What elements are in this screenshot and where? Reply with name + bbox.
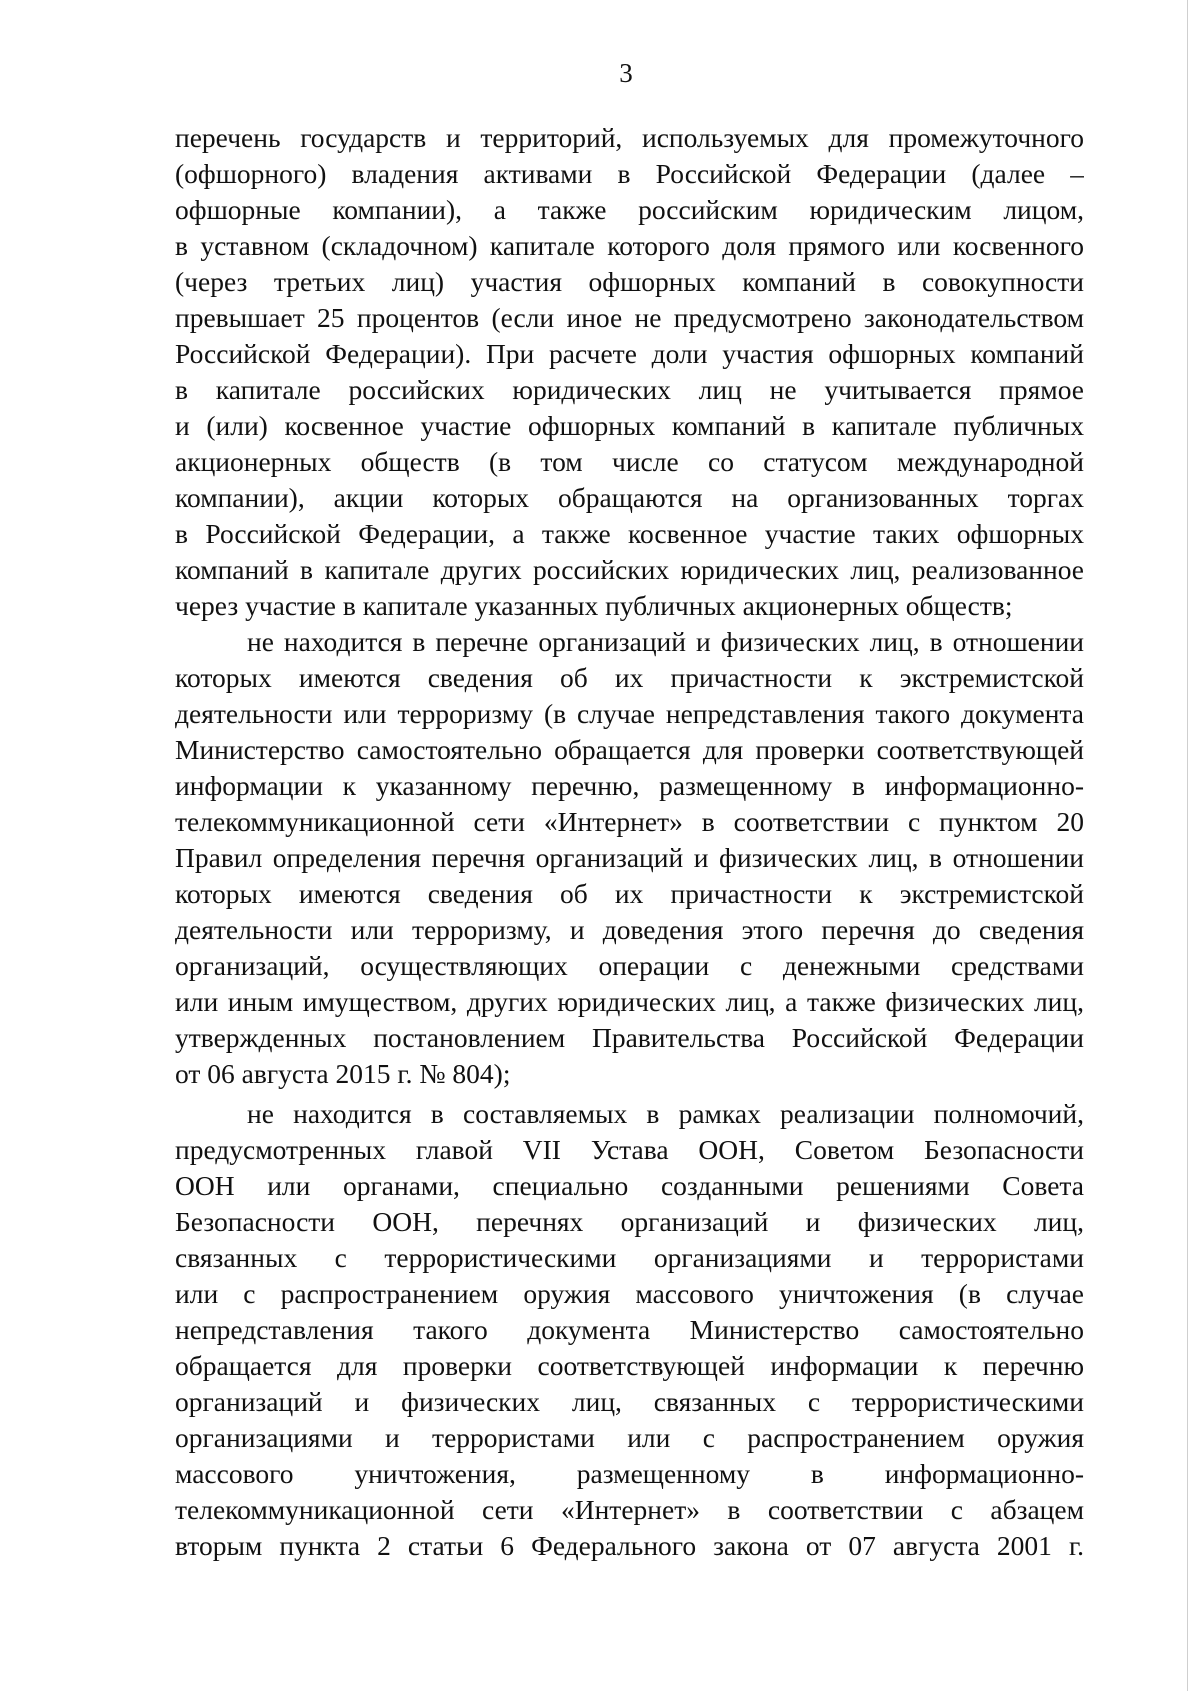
text-line-8: в капитале российских юридических лиц не учитывается прямое (175, 374, 1084, 405)
text-line-9: и (или) косвенное участие офшорных компаний в капитале публичных (175, 410, 1084, 441)
text-line-31: Безопасности ООН, перечнях организаций и физических лиц, (175, 1206, 1084, 1237)
text-line-7: Российской Федерации). При расчете доли участия офшорных компаний (175, 338, 1084, 369)
text-line-26: утвержденных постановлением Правительства Российской Федерации (175, 1022, 1084, 1053)
text-line-16: которых имеются сведения об их причастности к экстремистской (175, 662, 1084, 693)
text-line-1: перечень государств и территорий, используемых для промежуточного (175, 122, 1084, 153)
text-line-35: обращается для проверки соответствующей информации к перечню (175, 1350, 1084, 1381)
text-line-19: информации к указанному перечню, размещенному в информационно- (175, 770, 1084, 801)
text-line-22: которых имеются сведения об их причастности к экстремистской (175, 878, 1084, 909)
text-line-39: телекоммуникационной сети «Интернет» в соответствии с абзацем (175, 1494, 1084, 1525)
text-line-33: или с распространением оружия массового уничтожения (в случае (175, 1278, 1084, 1309)
text-line-5: (через третьих лиц) участия офшорных компаний в совокупности (175, 266, 1084, 297)
text-line-37: организациями и террористами или с распространением оружия (175, 1422, 1084, 1453)
text-line-38: массового уничтожения, размещенному в информационно- (175, 1458, 1084, 1489)
text-line-23: деятельности или терроризму, и доведения этого перечня до сведения (175, 914, 1084, 945)
page-edge-divider (1187, 0, 1188, 1691)
text-line-30: ООН или органами, специально созданными решениями Совета (175, 1170, 1084, 1201)
text-line-40: вторым пункта 2 статьи 6 Федерального закона от 07 августа 2001 г. (175, 1530, 1084, 1561)
text-line-20: телекоммуникационной сети «Интернет» в соответствии с пунктом 20 (175, 806, 1084, 837)
text-line-4: в уставном (складочном) капитале которого доля прямого или косвенного (175, 230, 1084, 261)
text-line-2: (офшорного) владения активами в Российской Федерации (далее – (175, 158, 1084, 189)
text-line-24: организаций, осуществляющих операции с денежными средствами (175, 950, 1084, 981)
text-line-18: Министерство самостоятельно обращается для проверки соответствующей (175, 734, 1084, 765)
text-line-32: связанных с террористическими организациями и террористами (175, 1242, 1084, 1273)
text-line-21: Правил определения перечня организаций и физических лиц, в отношении (175, 842, 1084, 873)
text-line-17: деятельности или терроризму (в случае непредставления такого документа (175, 698, 1084, 729)
text-line-10: акционерных обществ (в том числе со статусом международной (175, 446, 1084, 477)
text-line-34: непредставления такого документа Министерство самостоятельно (175, 1314, 1084, 1345)
text-line-28: не находится в составляемых в рамках реализации полномочий, (247, 1098, 1084, 1129)
text-line-15: не находится в перечне организаций и физических лиц, в отношении (247, 626, 1084, 657)
page-number: 3 (619, 58, 633, 88)
text-line-14: через участие в капитале указанных публичных акционерных обществ; (175, 590, 1013, 621)
text-line-11: компании), акции которых обращаются на организованных торгах (175, 482, 1084, 513)
text-line-29: предусмотренных главой VII Устава ООН, Советом Безопасности (175, 1134, 1084, 1165)
text-line-36: организаций и физических лиц, связанных с террористическими (175, 1386, 1084, 1417)
text-line-25: или иным имуществом, других юридических лиц, а также физических лиц, (175, 986, 1084, 1017)
text-line-13: компаний в капитале других российских юридических лиц, реализованное (175, 554, 1084, 585)
text-line-12: в Российской Федерации, а также косвенное участие таких офшорных (175, 518, 1084, 549)
text-line-6: превышает 25 процентов (если иное не предусмотрено законодательством (175, 302, 1084, 333)
text-line-3: офшорные компании), а также российским юридическим лицом, (175, 194, 1084, 225)
text-line-27: от 06 августа 2015 г. № 804); (175, 1058, 511, 1089)
